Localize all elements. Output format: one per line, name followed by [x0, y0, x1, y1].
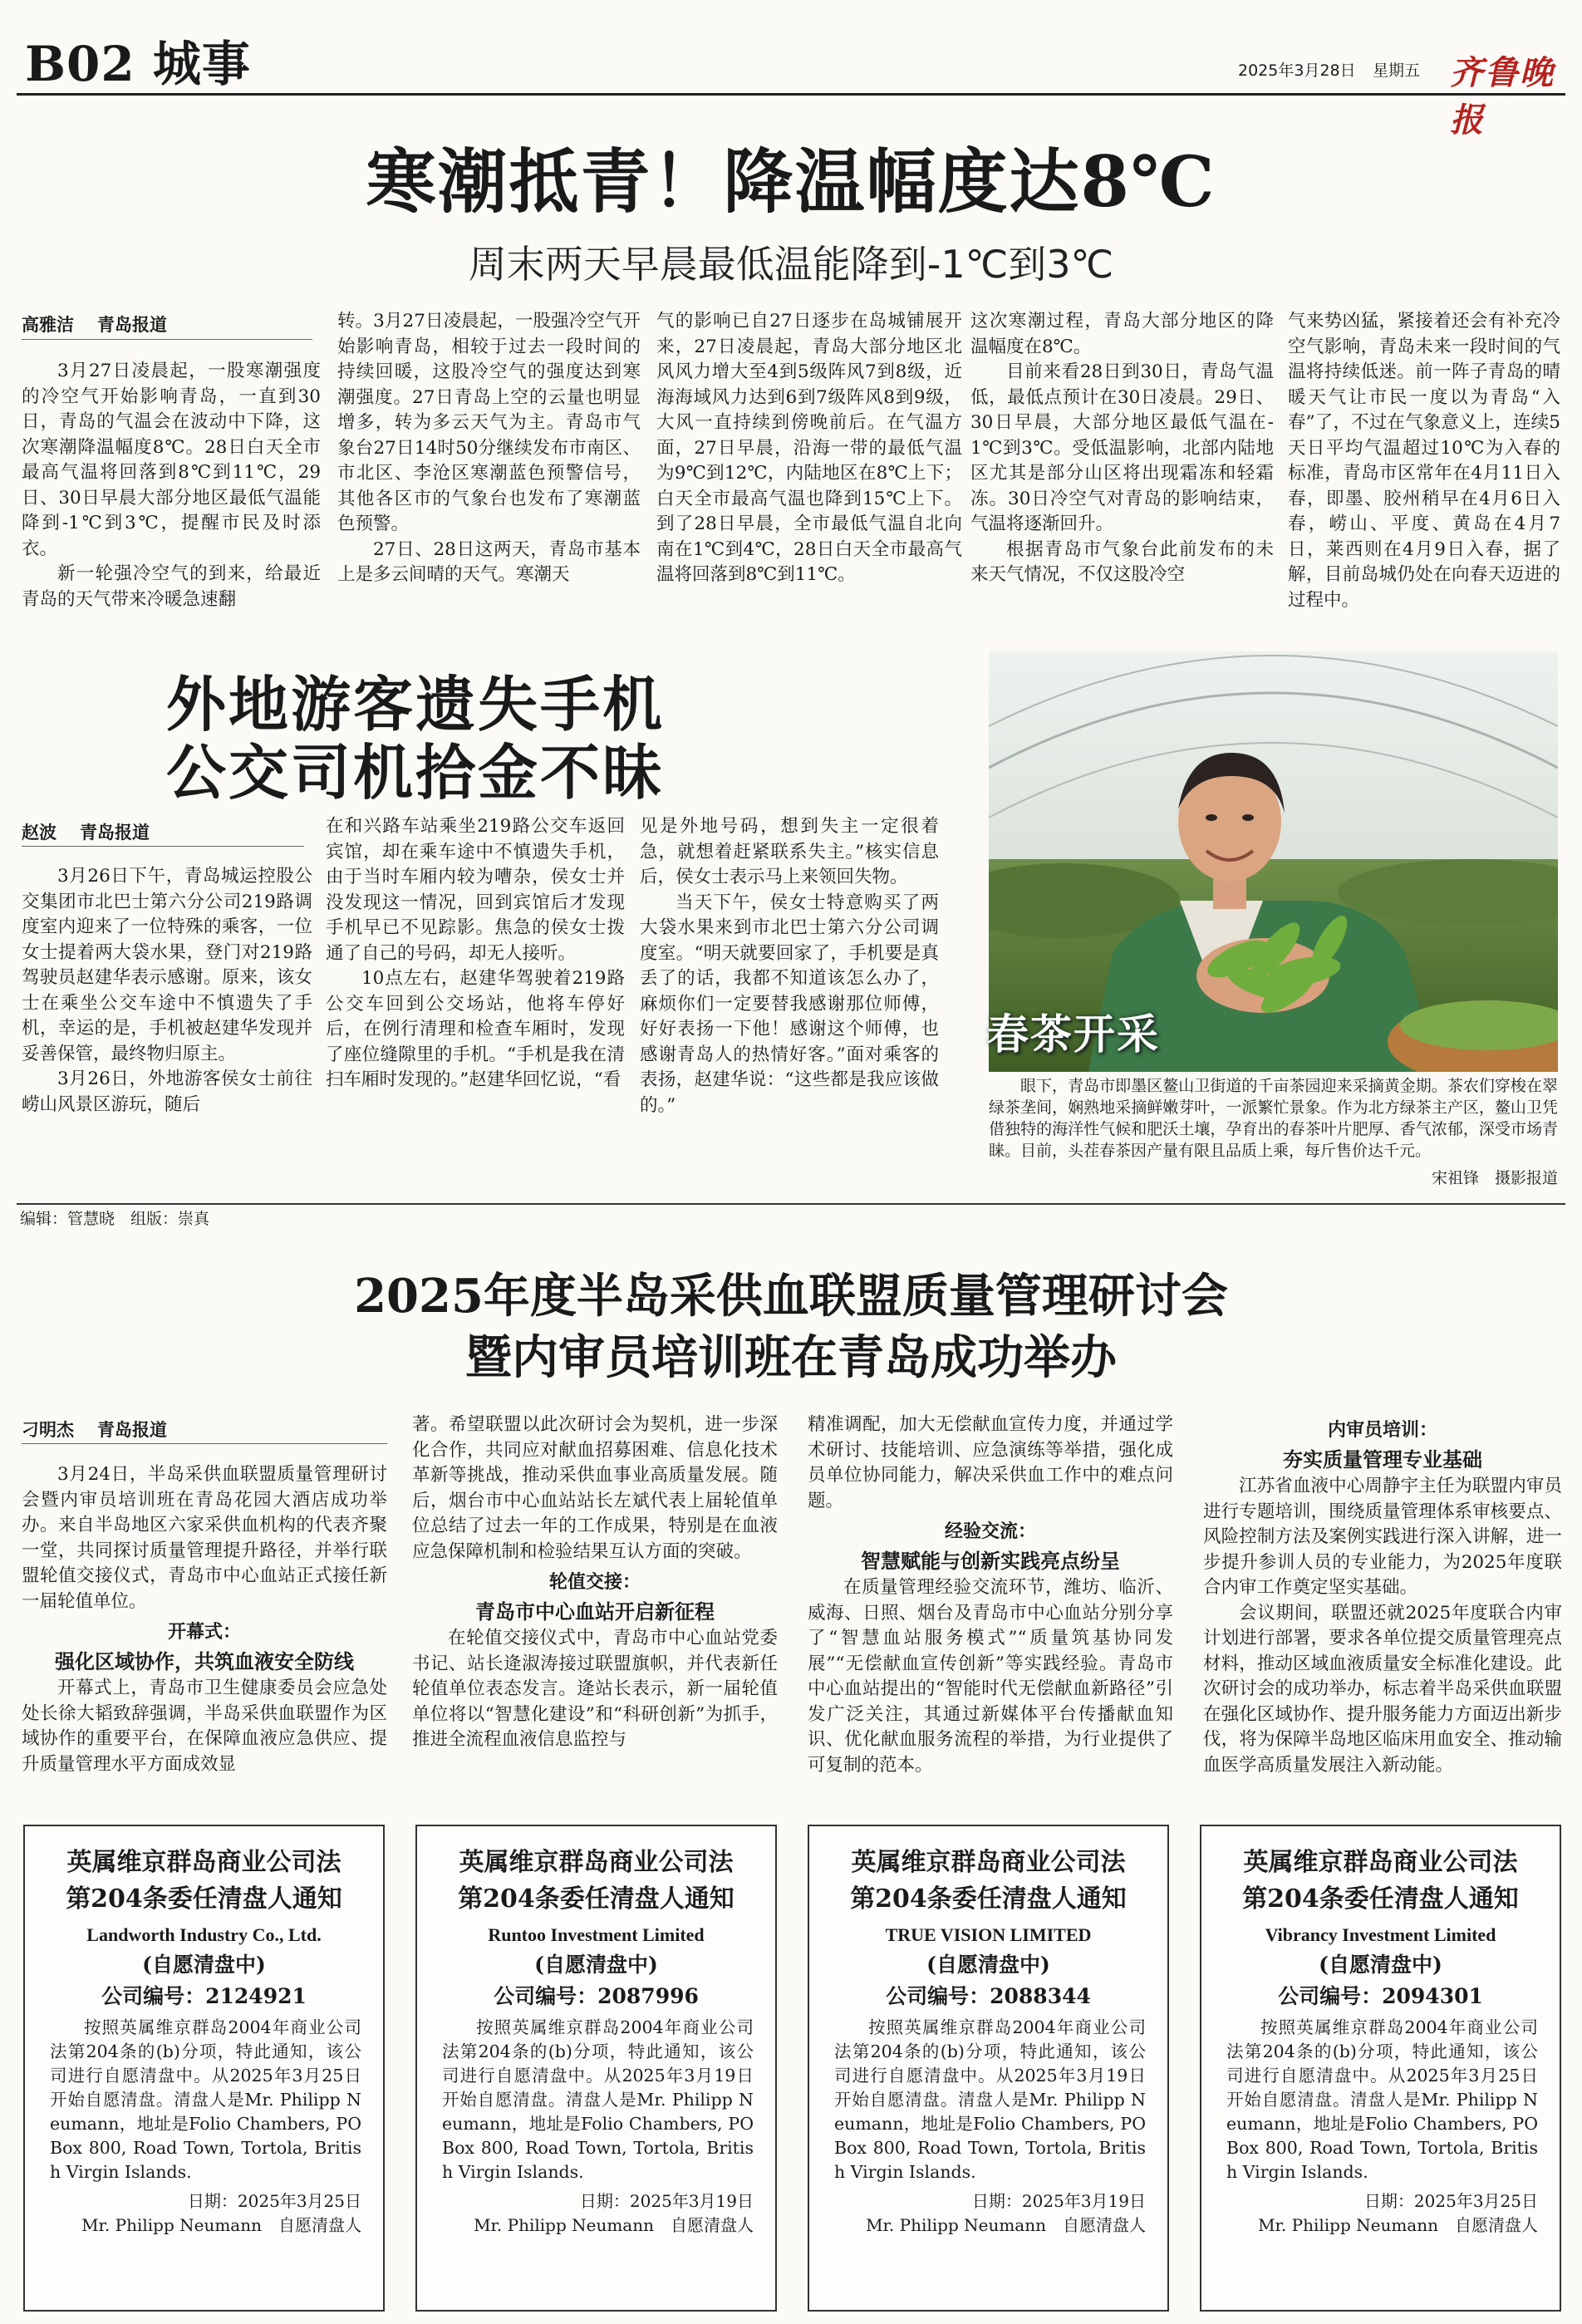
story3-column-4 — [1203, 1413, 1562, 1778]
story3-title-line2: 暨内审员培训班在青岛成功举办 — [465, 1330, 1117, 1385]
photo-caption: 眼下，青岛市即墨区鳌山卫街道的千亩茶园迎来采摘黄金期。茶农们穿梭在翠绿茶垄间，娴熟地采摘鲜嫩芽叶，一派繁忙景象。作为北方绿茶主产区，鳌山卫凭借独特的海洋性气候和肥沃土壤，孕育出的春茶叶片肥厚、香气浓郁，深受市场青睐。目前，头茬春茶因产量有限且品质上乘，每斤售价达千元。 — [989, 1077, 1558, 1160]
issue-date: 2025年3月28日 — [1238, 61, 1356, 80]
notice-title-line2: 第204条委任清盘人通知 — [458, 1884, 734, 1914]
liquidation-notice-2 — [415, 1825, 777, 2312]
photo-overlay-title: 春茶开采 — [987, 1010, 1160, 1059]
paragraph: 江苏省血液中心周静宇主任为联盟内审员进行专题培训，围绕质量管理体系审核要点、风险控制方法及案例实践进行深入讲解，进一步提升参训人员的专业能力，为2025年度联合内审工作奠定坚实基础。 — [1203, 1476, 1562, 1598]
subhead: 强化区域协作，共筑血液安全防线 — [55, 1649, 354, 1673]
story2-column-2 — [326, 814, 625, 1093]
subhead-label: 内审员培训： — [1327, 1419, 1437, 1441]
byline-source: 青岛报道 — [79, 822, 150, 843]
header-rule — [17, 93, 1565, 96]
notice-status: (自愿清盘中) — [142, 1953, 266, 1977]
editor-line: 编辑：管慧晓 组版：崇真 — [20, 1210, 210, 1228]
paragraph: 3月27日凌晨起，一股寒潮强度的冷空气开始影响青岛，一直到30日，青岛的气温会在波动中下降，这次寒潮降温幅度8℃。28日白天全市最高气温将回落到8℃到11℃，29日、30日早晨大部分地区最低气温能降到-1℃到3℃，提醒市民及时添衣。 — [22, 361, 321, 559]
notice-signer: Mr. Philipp Neumann 自愿清盘人 — [474, 2215, 754, 2235]
notice-body: 按照英属维京群岛2004年商业公司法第204条的(b)分项，特此通知，该公司进行自愿清盘中。从2025年3月19日开始自愿清盘。清盘人是Mr. Philipp Neumann，地址是Folio Chambers, PO Box 800, Road Town, Tortola, British Virgin Islands. — [442, 2017, 754, 2182]
paragraph: 3月26日，外地游客侯女士前往崂山风景区游玩，随后 — [22, 1069, 312, 1115]
paragraph: 精准调配，加大无偿献血宣传力度，并通过学术研讨、技能培训、应急演练等举措，强化成员单位协同能力，解决采供血工作中的难点问题。 — [808, 1414, 1173, 1511]
liquidation-notice-1 — [23, 1825, 385, 2312]
notice-company-number: 公司编号：2094301 — [1278, 1984, 1483, 2008]
subhead: 夯实质量管理专业基础 — [1283, 1447, 1482, 1472]
byline-rule — [22, 1443, 387, 1444]
story2-column-3 — [640, 814, 939, 1118]
paragraph: 3月26日下午，青岛城运控股公交集团市北巴士第六分公司219路调度室内迎来了一位特殊的乘客，一位女士提着两大袋水果，登门对219路驾驶员赵建华表示感谢。原来，该女士在乘坐公交车途中不慎遗失了手机，幸运的是，手机被赵建华发现并妥善保管，最终物归原主。 — [22, 866, 312, 1064]
notice-signer: Mr. Philipp Neumann 自愿清盘人 — [866, 2215, 1146, 2235]
paragraph: 3月24日，半岛采供血联盟质量管理研讨会暨内审员培训班在青岛花园大酒店成功举办。来自半岛地区六家采供血机构的代表齐聚一堂，共同探讨质量管理提升路径，并举行联盟轮值交接仪式，青岛市中心血站正式接任新一届轮值单位。 — [22, 1464, 387, 1612]
story3-byline — [22, 1417, 167, 1442]
page-label: B02 城事 — [25, 36, 251, 92]
notice-status: (自愿清盘中) — [534, 1953, 658, 1977]
subhead: 智慧赋能与创新实践亮点纷呈 — [861, 1549, 1120, 1573]
story1-column-1 — [22, 359, 321, 612]
liquidation-notice-3 — [808, 1825, 1169, 2312]
story3-column-3 — [808, 1413, 1173, 1778]
paragraph: 在和兴路车站乘坐219路公交车返回宾馆，却在乘车途中不慎遗失手机，由于当时车厢内较为嘈杂，侯女士并没发现这一情况，回到宾馆后才发现手机早已不见踪影。焦急的侯女士拨通了自己的号码，却无人接听。 — [326, 816, 625, 964]
paragraph: 开幕式上，青岛市卫生健康委员会应急处处长徐大韬致辞强调，半岛采供血联盟作为区域协作的重要平台，在保障血液应急供应、提升质量管理水平方面成效显 — [22, 1678, 387, 1775]
paragraph: 气的影响已自27日逐步在岛城铺展开来，27日凌晨起，青岛大部分地区北风风力增大至4到5级阵风7到8级，近海海域风力达到6到7级阵风8到9级，大风一直持续到傍晚前后。在气温方面，27日早晨，沿海一带的最低气温为9℃到12℃，内陆地区在8℃上下；白天全市最高气温也降到15℃上下。到了28日早晨，全市最低气温自北向南在1℃到4℃，28日白天全市最高气温将回落到8℃到11℃。 — [656, 311, 962, 585]
paragraph: 这次寒潮过程，青岛大部分地区的降温幅度在8℃。 — [970, 311, 1274, 357]
story3-title-line1: 2025年度半岛采供血联盟质量管理研讨会 — [354, 1269, 1228, 1324]
notice-body: 按照英属维京群岛2004年商业公司法第204条的(b)分项，特此通知，该公司进行自愿清盘中。从2025年3月25日开始自愿清盘。清盘人是Mr. Philipp Neumann，地址是Folio Chambers, PO Box 800, Road Town, Tortola, British Virgin Islands. — [1226, 2017, 1538, 2182]
photo-credit: 宋祖锋 摄影报道 — [1431, 1169, 1558, 1187]
byline-author: 刁明杰 — [22, 1419, 74, 1440]
paragraph: 著。希望联盟以此次研讨会为契机，进一步深化合作，共同应对献血招募困难、信息化技术革新等挑战，推动采供血事业高质量发展。随后，烟台市中心血站站长左斌代表上届轮值单位总结了过去一年的工作成果，特别是在血液应急保障机制和检验结果互认方面的突破。 — [412, 1414, 778, 1562]
notice-title-line1: 英属维京群岛商业公司法 — [1243, 1848, 1518, 1877]
paragraph: 气来势凶猛，紧接着还会有补充冷空气影响，青岛未来一段时间的气温将持续低迷。前一阵子青岛的晴暖天气让市民一度以为青岛“入春”了，不过在气象意义上，连续5天日平均气温超过10℃为入春的标准，青岛市区常年在4月11日入春，即墨、胶州稍早在4月6日入春，崂山、平度、黄岛在4月7日，莱西则在4月9日入春，据了解，目前岛城仍处在向春天迈进的过程中。 — [1288, 311, 1560, 611]
byline-rule — [22, 339, 312, 340]
subhead-label: 开幕式： — [167, 1621, 241, 1643]
paragraph: 27日、28日这两天，青岛市基本上是多云间晴的天气。寒潮天 — [337, 538, 641, 585]
subhead-label: 经验交流： — [944, 1521, 1036, 1542]
notice-body: 按照英属维京群岛2004年商业公司法第204条的(b)分项，特此通知，该公司进行自愿清盘中。从2025年3月25日开始自愿清盘。清盘人是Mr. Philipp Neumann，地址是Folio Chambers, PO Box 800, Road Town, Tortola, British Virgin Islands. — [50, 2017, 361, 2182]
notice-status: (自愿清盘中) — [926, 1953, 1050, 1977]
story2-column-1 — [22, 864, 312, 1118]
liquidation-notice-4 — [1200, 1825, 1561, 2312]
byline-rule — [22, 846, 304, 847]
story1-column-4 — [970, 309, 1274, 588]
byline-author: 高雅洁 — [22, 314, 74, 335]
notice-date: 日期：2025年3月19日 — [579, 2191, 754, 2211]
paragraph: 会议期间，联盟还就2025年度联合内审计划进行部署，要求各单位提交质量管理亮点材料，推动区域血液质量安全标准化建设。此次研讨会的成功举办，标志着半岛采供血联盟在强化区域协作、提升服务能力方面迈出新步伐，将为保障半岛地区临床用血安全、推动输血医学高质量发展注入新动能。 — [1203, 1602, 1562, 1776]
paragraph: 目前来看28日到30日，青岛气温低，最低点预计在30日凌晨。29日、30日早晨，大部分地区最低气温在-1℃到3℃。受低温影响，北部内陆地区尤其是部分山区将出现霜冻和轻霜冻。30日冷空气对青岛的影响结束，气温将逐渐回升。 — [970, 361, 1274, 534]
story1-title: 寒潮抵青！降温幅度达8℃ — [366, 140, 1216, 223]
paragraph: 10点左右，赵建华驾驶着219路公交车回到公交场站，他将车停好后，在例行清理和检查车厢时，发现了座位缝隙里的手机。“手机是我在清扫车厢时发现的。”赵建华回忆说，“看 — [326, 968, 625, 1090]
paragraph: 新一轮强冷空气的到来，给最近青岛的天气带来冷暖急速翻 — [22, 563, 321, 610]
byline-source: 青岛报道 — [96, 314, 167, 335]
notice-title-line1: 英属维京群岛商业公司法 — [66, 1848, 341, 1877]
story3-column-1 — [22, 1462, 387, 1777]
byline-source: 青岛报道 — [96, 1419, 167, 1440]
story1-byline — [22, 312, 167, 337]
story2-byline — [22, 819, 150, 844]
notice-title-line2: 第204条委任清盘人通知 — [1242, 1884, 1519, 1914]
notice-company: Landworth Industry Co., Ltd. — [86, 1924, 322, 1945]
paragraph: 见是外地号码，想到失主一定很着急，就想着赶紧联系失主。”核实信息后，侯女士表示马上来领回失物。 — [640, 816, 939, 887]
masthead-logo: 齐鲁晚报 — [1450, 53, 1555, 140]
subhead-label: 轮值交接： — [548, 1571, 641, 1593]
paragraph: 在质量管理经验交流环节，潍坊、临沂、威海、日照、烟台及青岛市中心血站分别分享了“智慧血站服务模式”“质量筑基协同发展”“无偿献血宣传创新”等实践经验。青岛市中心血站提出的“智能时代无偿献血新路径”引发广泛关注，其通过新媒体平台传播献血知识、优化献血服务流程的举措，为行业提供了可复制的范本。 — [808, 1577, 1173, 1776]
story1-column-3 — [656, 309, 962, 588]
notice-company-number: 公司编号：2124921 — [101, 1984, 307, 2008]
notice-signer: Mr. Philipp Neumann 自愿清盘人 — [1258, 2215, 1538, 2235]
notice-company: Runtoo Investment Limited — [488, 1924, 705, 1945]
notice-company: Vibrancy Investment Limited — [1265, 1924, 1496, 1945]
story1-subtitle: 周末两天早晨最低温能降到-1℃到3℃ — [468, 242, 1114, 287]
notice-company: TRUE VISION LIMITED — [885, 1924, 1092, 1945]
story1-column-2 — [337, 309, 641, 588]
notice-body: 按照英属维京群岛2004年商业公司法第204条的(b)分项，特此通知，该公司进行自愿清盘中。从2025年3月19日开始自愿清盘。清盘人是Mr. Philipp Neumann，地址是Folio Chambers, PO Box 800, Road Town, Tortola, British Virgin Islands. — [834, 2017, 1146, 2182]
notice-date: 日期：2025年3月25日 — [1363, 2191, 1538, 2211]
paragraph: 在轮值交接仪式中，青岛市中心血站党委书记、站长逄淑涛接过联盟旗帜，并代表新任轮值单位表态发言。逄站长表示，新一届轮值单位将以“智慧化建设”和“科研创新”为抓手，推进全流程血液信息监控与 — [412, 1628, 778, 1750]
notice-title-line2: 第204条委任清盘人通知 — [850, 1884, 1127, 1914]
story2-title-line2: 公交司机拾金不昧 — [166, 737, 666, 808]
paragraph: 当天下午，侯女士特意购买了两大袋水果来到市北巴士第六分公司调度室。“明天就要回家了，手机要是真丢了的话，我都不知道该怎么办了，麻烦你们一定要替我感谢那位师傅，好好表扬一下他！感谢这个师傅，也感谢青岛人的热情好客。”面对乘客的表扬，赵建华说：“这些都是我应该做的。” — [640, 892, 939, 1116]
story3-column-2 — [412, 1413, 778, 1753]
section-rule — [17, 1203, 1565, 1205]
byline-author: 赵波 — [22, 822, 56, 843]
issue-weekday: 星期五 — [1373, 61, 1421, 80]
notice-signer: Mr. Philipp Neumann 自愿清盘人 — [81, 2215, 361, 2235]
notice-title-line2: 第204条委任清盘人通知 — [66, 1884, 342, 1914]
notice-status: (自愿清盘中) — [1319, 1953, 1442, 1977]
notice-company-number: 公司编号：2087996 — [494, 1984, 699, 2008]
story1-column-5 — [1288, 309, 1560, 613]
notice-title-line1: 英属维京群岛商业公司法 — [851, 1848, 1126, 1877]
notice-date: 日期：2025年3月19日 — [971, 2191, 1146, 2211]
paragraph: 转。3月27日凌晨起，一股强冷空气开始影响青岛，相较于过去一段时间的持续回暖，这股冷空气的强度达到寒潮强度。27日青岛上空的云量也明显增多，转为多云天气为主。青岛市气象台27日14时50分继续发布市南区、市北区、李沧区寒潮蓝色预警信号，其他各区市的气象台也发布了寒潮蓝色预警。 — [337, 311, 641, 534]
notice-title-line1: 英属维京群岛商业公司法 — [459, 1848, 734, 1877]
notice-company-number: 公司编号：2088344 — [886, 1984, 1091, 2008]
subhead: 青岛市中心血站开启新征程 — [475, 1599, 715, 1624]
story2-title-line1: 外地游客遗失手机 — [166, 669, 666, 739]
notice-date: 日期：2025年3月25日 — [187, 2191, 361, 2211]
paragraph: 根据青岛市气象台此前发布的未来天气情况，不仅这股冷空 — [970, 538, 1274, 585]
